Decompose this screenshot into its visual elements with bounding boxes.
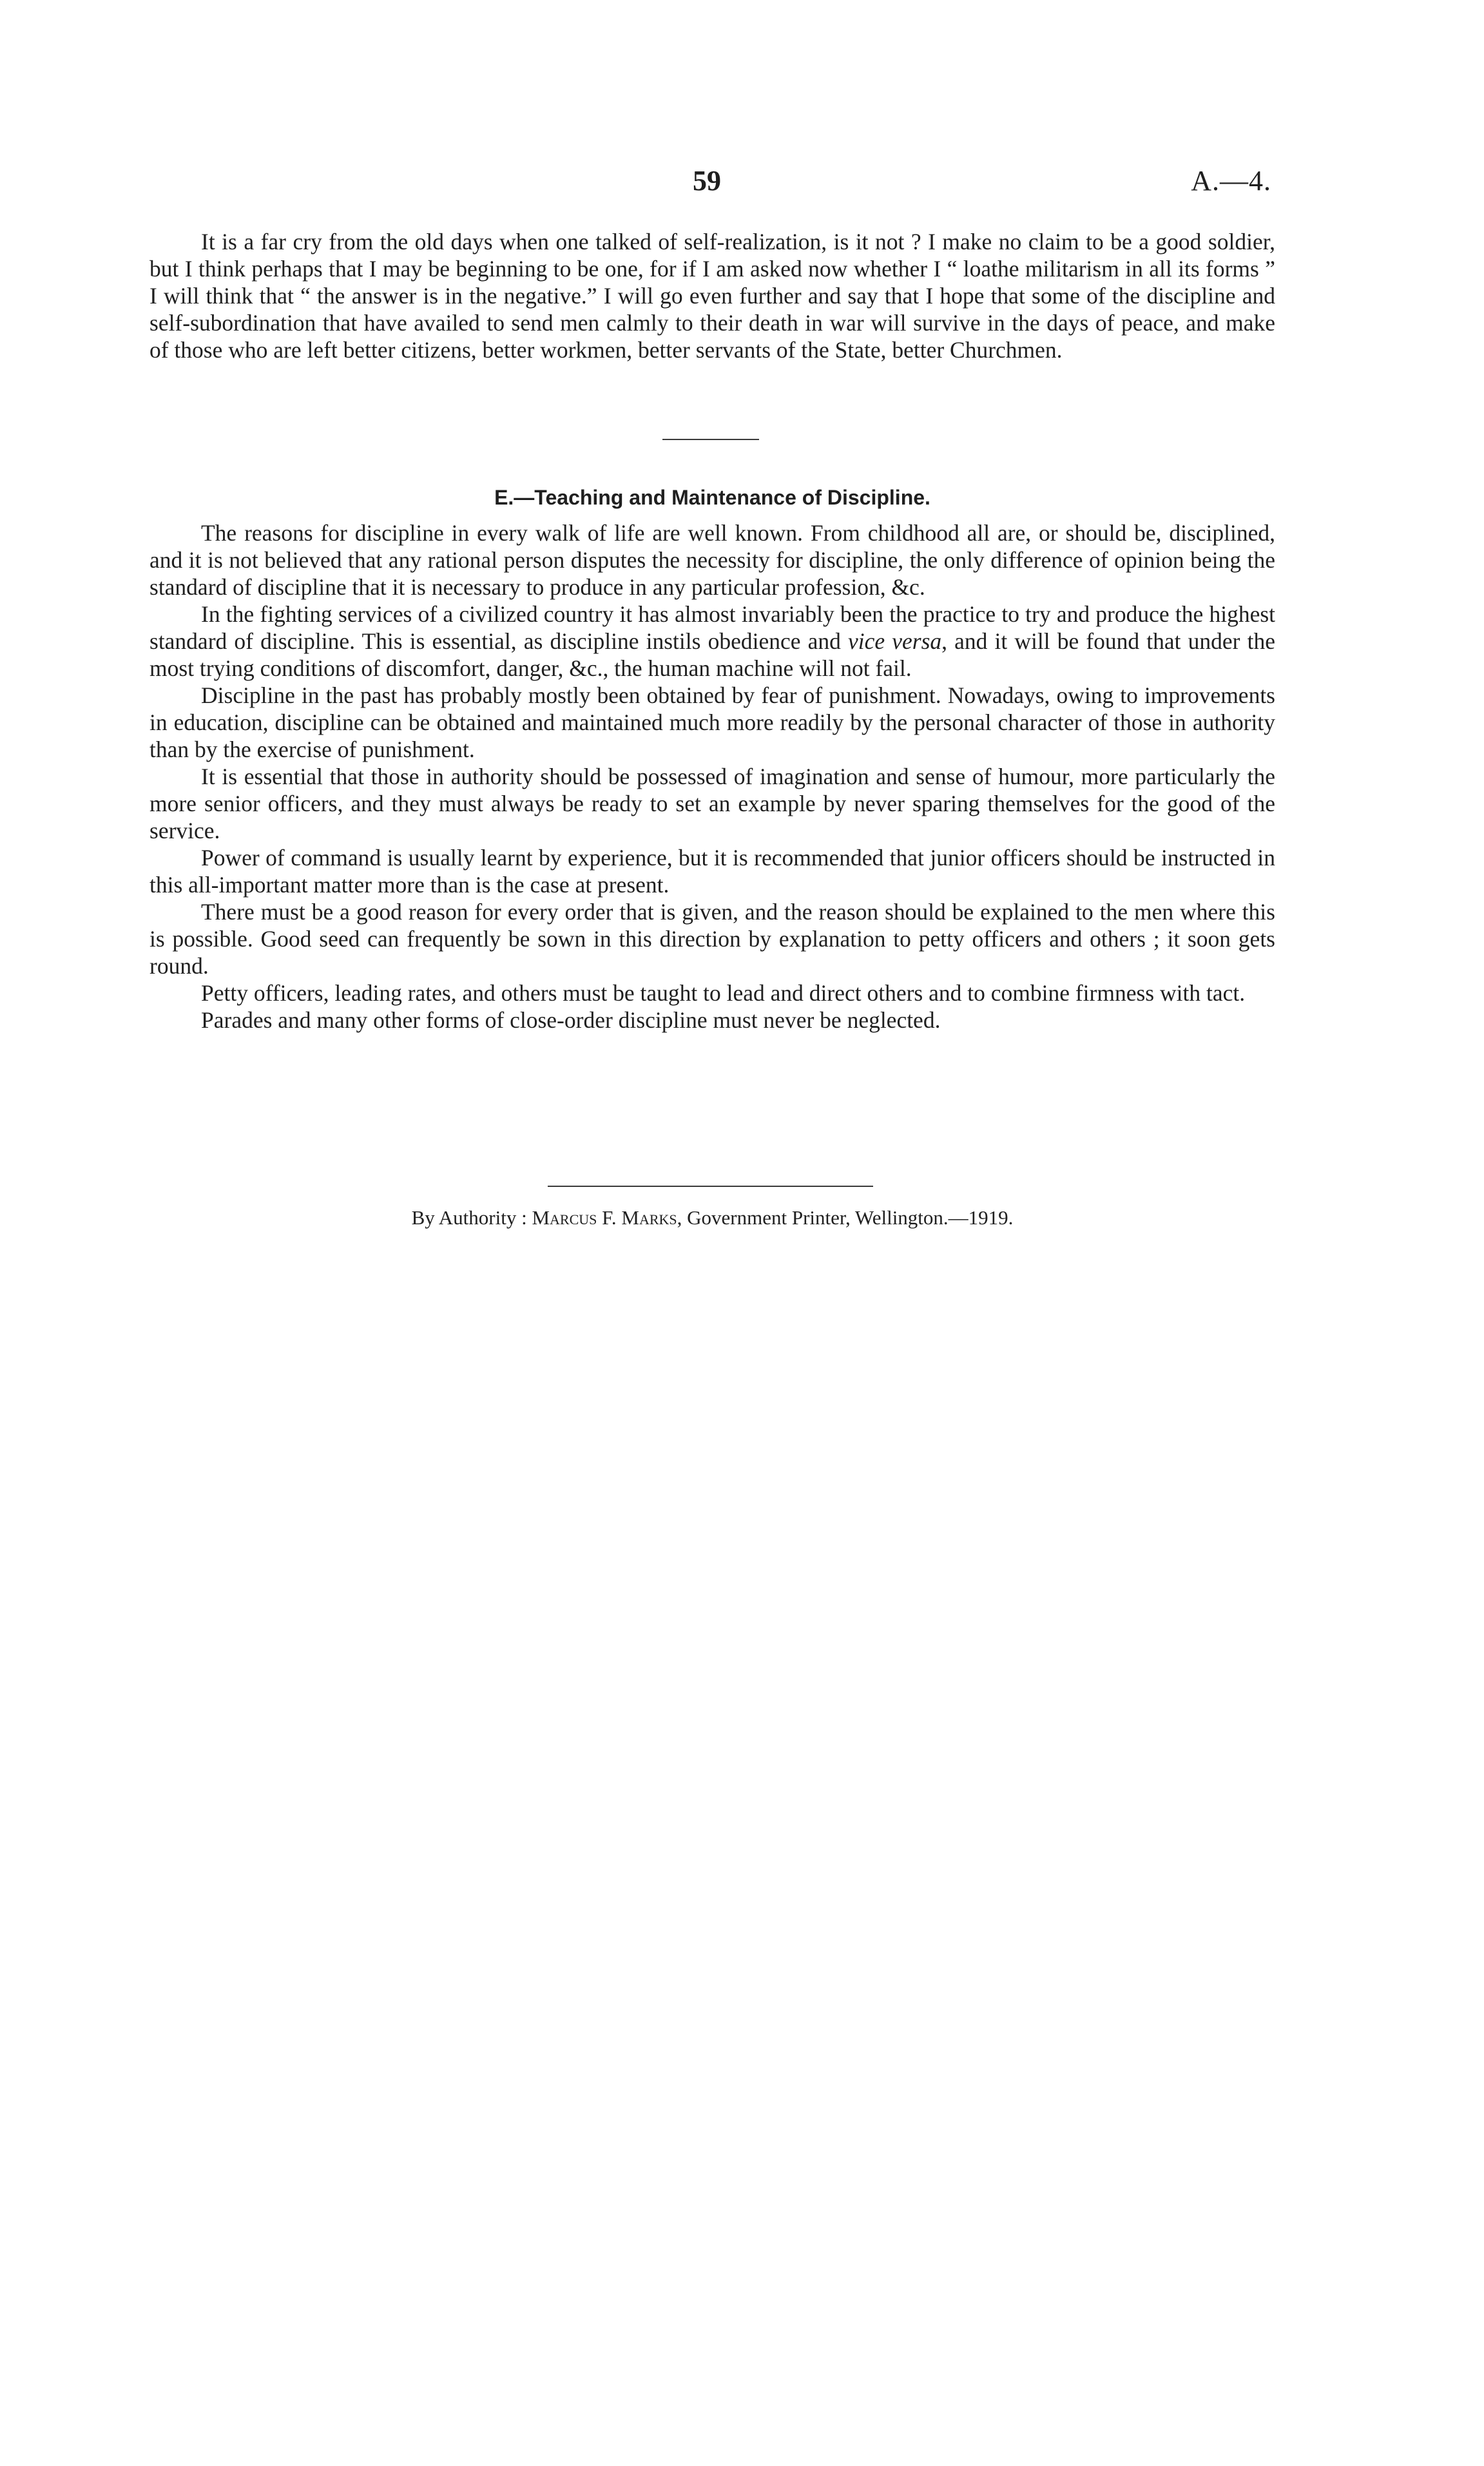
intro-block bbox=[149, 228, 1275, 363]
paragraph-command: Power of command is usually learnt by experience, but it is recommended that junior officers should be instructed in this all-important matter more than is the case at present. bbox=[149, 845, 1275, 898]
paragraph-past-discipline: Discipline in the past has probably mostly been obtained by fear of punishment. Nowadays, owing to improvements in education, discipline can be obtained and maintained much more readily by the personal character of those in authority than by the exercise of punishment. bbox=[149, 682, 1275, 762]
paragraph-reasons: The reasons for discipline in every walk of life are well known. From childhood all are, or should be, disciplined, and it is not believed that any rational person disputes the necessity for discipline, the only difference of opinion being the standard of discipline that it is necessary to produce in any particular profession, &c. bbox=[149, 520, 1275, 600]
section-body bbox=[149, 519, 1275, 1034]
section-divider bbox=[662, 439, 759, 440]
section-heading: E.—Teaching and Maintenance of Discipline. bbox=[494, 486, 930, 509]
imprint-printer-name: Marcus F. Marks bbox=[532, 1206, 677, 1229]
fighting-services-text-start: In the fighting services of a civilized country it has almost invariably been the practice to try and produce the highest standard of discipline. This is essential, as discipline instils obedience and bbox=[149, 601, 1275, 654]
imprint-divider bbox=[548, 1186, 873, 1187]
paragraph-fighting-services bbox=[149, 601, 1275, 682]
paragraph-authority: It is essential that those in authority should be possessed of imagination and sense of humour, more particularly the more senior officers, and they must always be ready to set an example by never sparing themselves for the good of the service. bbox=[149, 764, 1275, 843]
page-number: 59 bbox=[693, 165, 721, 197]
imprint-prefix: By Authority : bbox=[411, 1206, 532, 1229]
printer-imprint bbox=[149, 1205, 1275, 1231]
fighting-services-italic: vice versa bbox=[847, 628, 942, 654]
paragraph-petty-officers: Petty officers, leading rates, and others must be taught to lead and direct others and to combine firmness with tact. bbox=[201, 980, 1246, 1006]
paragraph-parades: Parades and many other forms of close-order discipline must never be neglected. bbox=[201, 1007, 941, 1033]
fighting-services-text-end: , and it will be found that under the most trying conditions of discomfort, danger, &c., the human machine will not fail. bbox=[149, 628, 1275, 681]
paragraph-orders: There must be a good reason for every order that is given, and the reason should be explained to the men where this is possible. Good seed can frequently be sown in this direction by explanation to petty officers and others ; it soon gets round. bbox=[149, 899, 1275, 979]
intro-paragraph: It is a far cry from the old days when one talked of self-realization, is it not ? I make no claim to be a good soldier, but I think perhaps that I may be beginning to be one, for if I am asked now whether I “ loathe militarism in all its forms ” I will think that “ the answer is in the negative.” I will go even further and say that I hope that some of the discipline and self-subordination that have availed to send men calmly to their death in war will survive in the days of peace, and make of those who are left better citizens, better workmen, better servants of the State, better Churchmen. bbox=[149, 229, 1275, 363]
document-reference: A.—4. bbox=[1191, 165, 1271, 197]
imprint-suffix: , Government Printer, Wellington.—1919. bbox=[677, 1206, 1014, 1229]
